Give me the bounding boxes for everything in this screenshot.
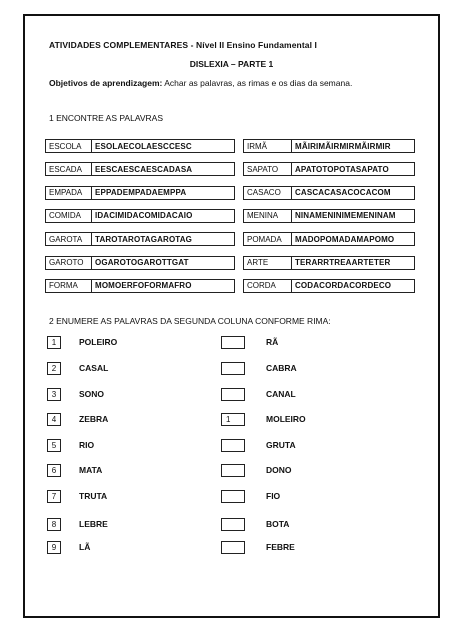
letter-string: NINAMENINIMEMENINAM bbox=[295, 211, 396, 221]
word-row bbox=[243, 139, 415, 153]
number-box: 3 bbox=[47, 388, 61, 401]
rhyme-word-left: CASAL bbox=[79, 363, 109, 373]
target-word: CASACO bbox=[244, 187, 292, 199]
objectives-label: Objetivos de aprendizagem: bbox=[49, 78, 163, 88]
word-row bbox=[45, 232, 235, 246]
number-box: 5 bbox=[47, 439, 61, 452]
letter-string: IDACIMIDACOMIDACAIO bbox=[95, 211, 193, 221]
answer-box[interactable] bbox=[221, 439, 245, 452]
rhyme-word-left: LEBRE bbox=[79, 519, 108, 529]
rhyme-word-left: RIO bbox=[79, 440, 95, 450]
target-word: ESCOLA bbox=[46, 140, 92, 152]
answer-box[interactable] bbox=[221, 490, 245, 503]
word-row bbox=[45, 186, 235, 200]
rhyme-word-right: FIO bbox=[266, 491, 281, 501]
answer-box[interactable] bbox=[221, 336, 245, 349]
target-word: COMIDA bbox=[46, 210, 92, 222]
letter-string: MOMOERFOFORMAFRO bbox=[95, 281, 192, 291]
rhyme-word-right: GRUTA bbox=[266, 440, 296, 450]
number-box: 2 bbox=[47, 362, 61, 375]
target-word: FORMA bbox=[46, 280, 92, 292]
rhyme-word-right: MOLEIRO bbox=[266, 414, 306, 424]
target-word: GAROTO bbox=[46, 257, 92, 269]
letter-string: APATOTOPOTASAPATO bbox=[295, 164, 389, 174]
target-word: EMPADA bbox=[46, 187, 92, 199]
objectives-text: Achar as palavras, as rimas e os dias da semana. bbox=[162, 78, 353, 88]
word-row bbox=[45, 256, 235, 270]
word-row bbox=[243, 232, 415, 246]
letter-string: EPPADEMPADAEMPPA bbox=[95, 188, 187, 198]
answer-box[interactable] bbox=[221, 541, 245, 554]
section-1-title: 1 ENCONTRE AS PALAVRAS bbox=[49, 113, 163, 123]
number-box: 9 bbox=[47, 541, 61, 554]
rhyme-word-right: CABRA bbox=[266, 363, 297, 373]
number-box: 4 bbox=[47, 413, 61, 426]
number-box: 1 bbox=[47, 336, 61, 349]
target-word: POMADA bbox=[244, 233, 292, 245]
target-word: SAPATO bbox=[244, 163, 292, 175]
letter-string: CODACORDACORDECO bbox=[295, 281, 392, 291]
rhyme-word-left: LÃ bbox=[79, 542, 91, 552]
rhyme-word-right: CANAL bbox=[266, 389, 296, 399]
word-row bbox=[243, 256, 415, 270]
objectives-line bbox=[49, 78, 352, 88]
rhyme-word-left: TRUTA bbox=[79, 491, 108, 501]
letter-string: EESCAESCAESCADASA bbox=[95, 164, 193, 174]
rhyme-word-right: FEBRE bbox=[266, 542, 295, 552]
number-box: 8 bbox=[47, 518, 61, 531]
letter-string: ESOLAECOLAESCCESC bbox=[95, 141, 192, 151]
rhyme-word-right: DONO bbox=[266, 465, 292, 475]
letter-string: MÃIRIMÃIRMIRMÃIRMIR bbox=[295, 141, 391, 151]
answer-box[interactable]: 1 bbox=[221, 413, 245, 426]
target-word: IRMÃ bbox=[244, 140, 292, 152]
target-word: ARTE bbox=[244, 257, 292, 269]
answer-box[interactable] bbox=[221, 464, 245, 477]
word-row bbox=[243, 209, 415, 223]
letter-string: CASCACASACOCACOM bbox=[295, 188, 391, 198]
target-word: GAROTA bbox=[46, 233, 92, 245]
target-word: CORDA bbox=[244, 280, 292, 292]
rhyme-word-left: MATA bbox=[79, 465, 103, 475]
word-row bbox=[45, 162, 235, 176]
answer-box[interactable] bbox=[221, 362, 245, 375]
letter-string: TERARRTREAARTETER bbox=[295, 258, 391, 267]
letter-string: MADOPOMADAMAPOMO bbox=[295, 234, 395, 244]
target-word: MENINA bbox=[244, 210, 292, 222]
worksheet-subtitle: DISLEXIA – PARTE 1 bbox=[189, 59, 274, 69]
word-row bbox=[45, 279, 235, 293]
letter-string: TAROTAROTAGAROTAG bbox=[95, 234, 193, 244]
number-box: 7 bbox=[47, 490, 61, 503]
worksheet-page bbox=[23, 14, 440, 618]
rhyme-word-right: BOTA bbox=[266, 519, 290, 529]
target-word: ESCADA bbox=[46, 163, 92, 175]
word-row bbox=[45, 139, 235, 153]
rhyme-word-left: ZEBRA bbox=[79, 414, 109, 424]
word-row bbox=[45, 209, 235, 223]
letter-string: OGAROTOGAROTTGAT bbox=[95, 258, 189, 267]
word-row bbox=[243, 162, 415, 176]
worksheet-title: ATIVIDADES COMPLEMENTARES - Nível II Ensino Fundamental I bbox=[49, 40, 317, 50]
rhyme-word-left: SONO bbox=[79, 389, 105, 399]
word-row bbox=[243, 186, 415, 200]
rhyme-word-left: POLEIRO bbox=[79, 337, 118, 347]
answer-box[interactable] bbox=[221, 388, 245, 401]
word-row bbox=[243, 279, 415, 293]
number-box: 6 bbox=[47, 464, 61, 477]
rhyme-word-right: RÃ bbox=[266, 337, 279, 347]
section-2-title: 2 ENUMERE AS PALAVRAS DA SEGUNDA COLUNA CONFORME RIMA: bbox=[49, 316, 331, 326]
answer-box[interactable] bbox=[221, 518, 245, 531]
